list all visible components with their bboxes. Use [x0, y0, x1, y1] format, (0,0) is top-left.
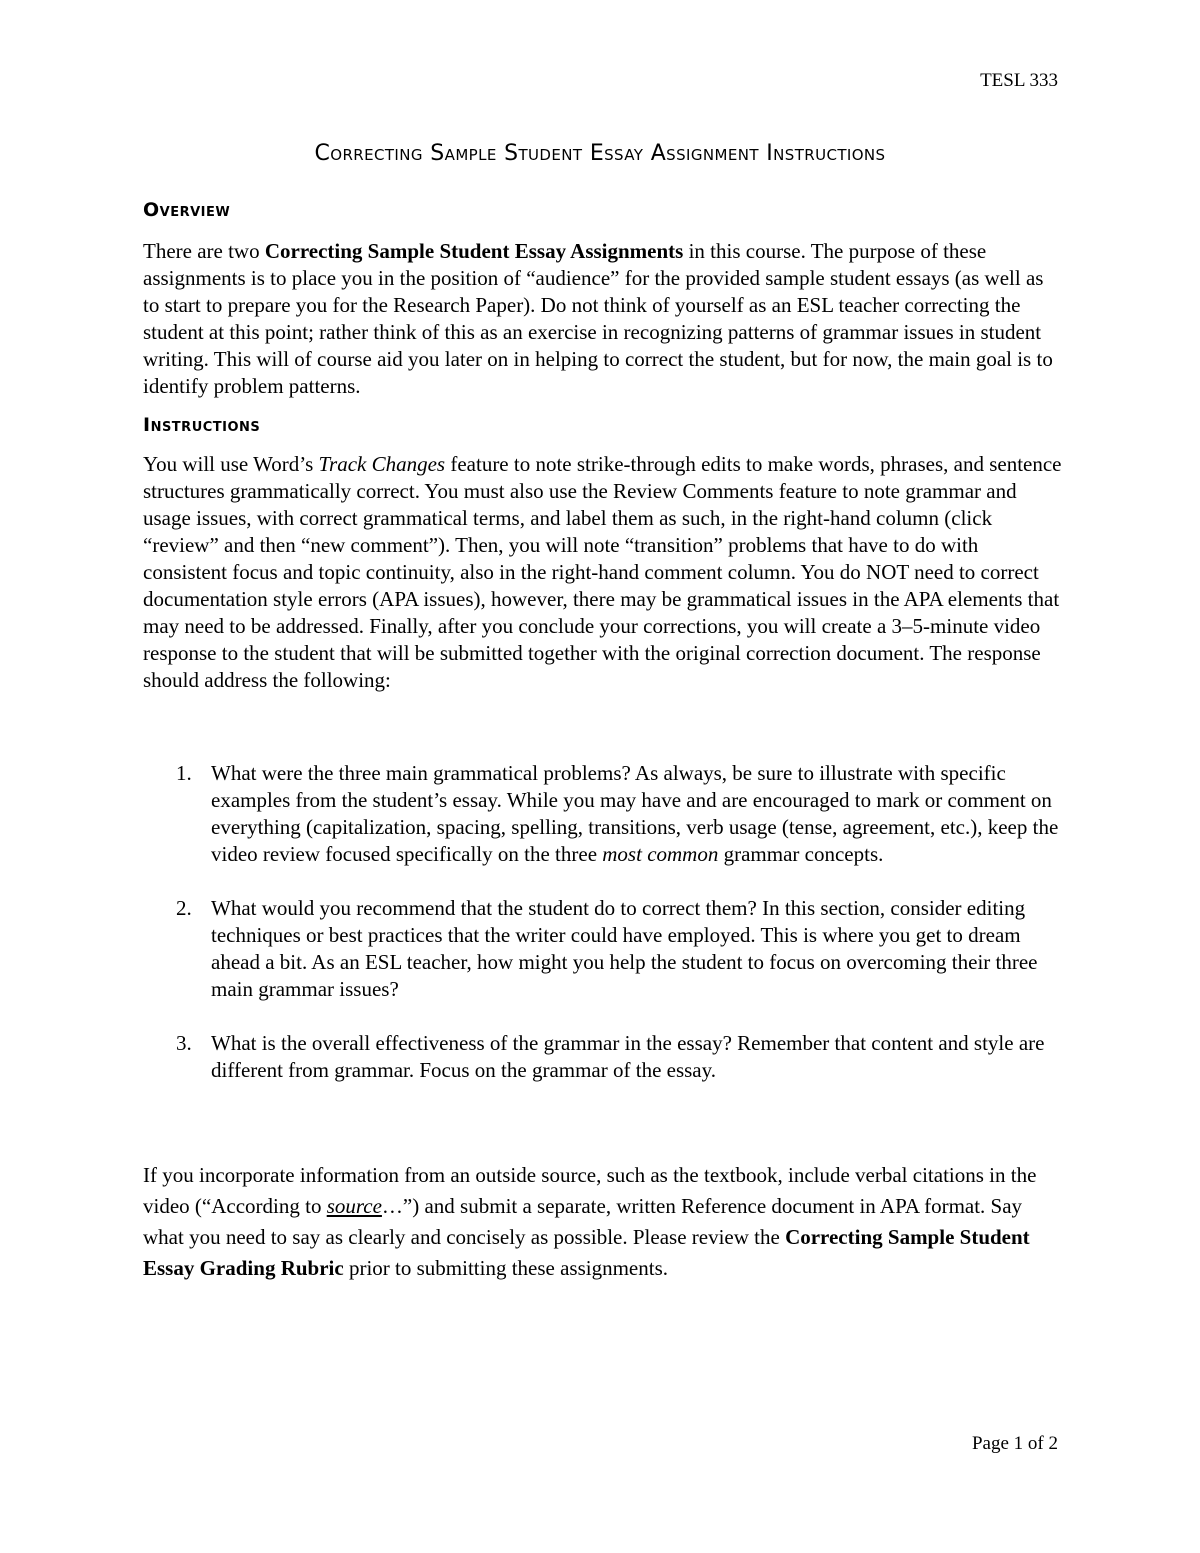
overview-text-2: in this course. The purpose of these assignments is to place you in the position of “audience” for the provided sample student essays (as well as to start to prepare you for the Research Paper). Do not think of yourself as an ESL teacher correcting the student at this point; rather think of this as an exercise in recognizing patterns of grammar issues in student writing. This will of course aid you later on in helping to correct the student, but for now, the main goal is to identify problem patterns.	[143, 239, 1053, 398]
overview-paragraph	[143, 238, 1063, 400]
list-item	[143, 1030, 1063, 1084]
closing-bold-text: Correcting Sample Student Essay Grading Rubric	[143, 1225, 1030, 1280]
list-item-text: What would you recommend that the student do to correct them? In this section, consider editing techniques or best practices that the writer could have employed. This is where you get to dream ahead a bit. As an ESL teacher, how might you help the student to focus on overcoming their three main grammar issues?	[211, 896, 1038, 1001]
overview-heading: Overview	[143, 199, 231, 221]
list-item-text-1: What were the three main grammatical problems? As always, be sure to illustrate with specific examples from the student’s essay. While you may have and are encouraged to mark or comment on everything (capitalization, spacing, spelling, transitions, verb usage (tense, agreement, etc.), keep the video review focused specifically on the three	[211, 761, 1059, 866]
list-item-italic-text: most common	[602, 842, 719, 866]
list-item	[143, 760, 1063, 868]
closing-text-1: If you incorporate information from an outside source, such as the textbook, include verbal citations in the video (“According to	[143, 1163, 1037, 1218]
list-item-number: 2.	[176, 896, 192, 920]
page-number: Page 1 of 2	[971, 1433, 1058, 1454]
list-item-text-2: grammar concepts.	[718, 842, 884, 866]
instructions-heading: Instructions	[143, 414, 261, 436]
instructions-text-1: You will use Word’s	[143, 452, 319, 476]
list-item	[143, 895, 1063, 1003]
list-item-text: What is the overall effectiveness of the grammar in the essay? Remember that content and style are different from grammar. Focus on the grammar of the essay.	[211, 1031, 1045, 1082]
list-item-number: 3.	[176, 1031, 192, 1055]
instructions-italic-text: Track Changes	[318, 452, 446, 476]
closing-paragraph	[143, 1160, 1043, 1284]
closing-underlined-text: source	[326, 1194, 382, 1218]
page-title: Correcting Sample Student Essay Assignment Instructions	[314, 141, 886, 166]
question-list	[143, 760, 1063, 1111]
header-course-code: TESL 333	[980, 70, 1058, 91]
instructions-paragraph	[143, 451, 1063, 694]
overview-text-1: There are two	[143, 239, 265, 263]
instructions-text-2: feature to note strike-through edits to make words, phrases, and sentence structures grammatically correct. You must also use the Review Comments feature to note grammar and usage issues, with correct grammatical terms, and label them as such, in the right-hand column (click “review” and then “new comment”). Then, you will note “transition” problems that have to do with consistent focus and topic continuity, also in the right-hand comment column. You do NOT need to correct documentation style errors (APA issues), however, there may be grammatical issues in the APA elements that may need to be addressed. Finally, after you conclude your corrections, you will create a 3–5-minute video response to the student that will be submitted together with the original correction document. The response should address the following:	[143, 452, 1062, 692]
closing-text-2: …”) and submit a separate, written Reference document in APA format. Say what you need to say as clearly and concisely as possible. Please review the	[143, 1194, 1023, 1249]
overview-bold-text: Correcting Sample Student Essay Assignments	[264, 239, 684, 263]
closing-text-3: prior to submitting these assignments.	[343, 1256, 669, 1280]
list-item-number: 1.	[176, 761, 192, 785]
